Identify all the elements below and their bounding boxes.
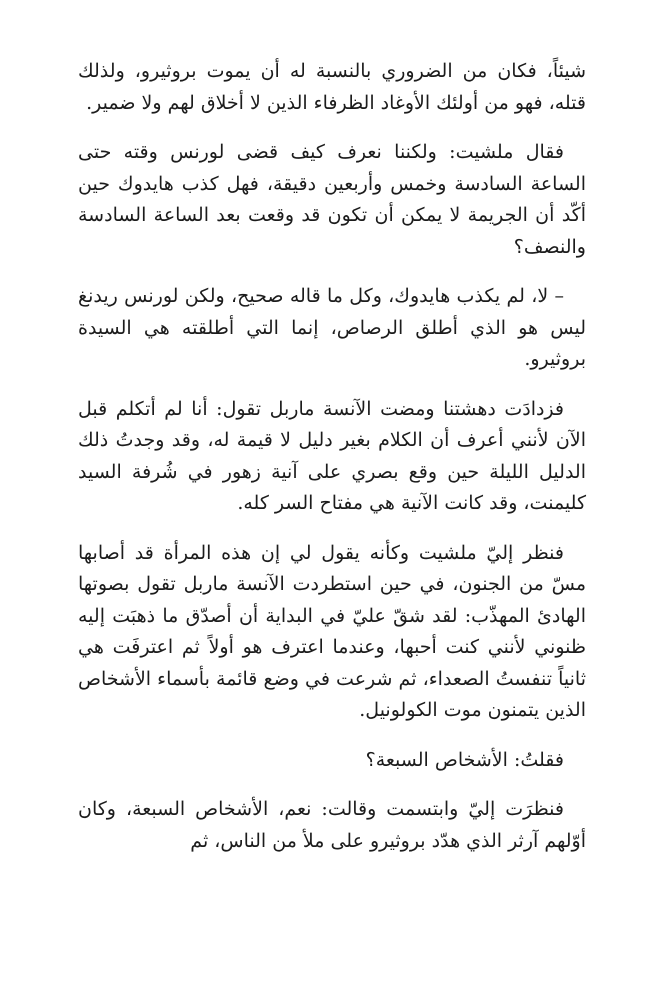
paragraph-6: فقلتُ: الأشخاص السبعة؟ [365, 748, 564, 771]
paragraph-5: فنظر إليّ ملشيت وكأنه يقول لي إن هذه المرأة قد أصابها مسّ من الجنون، في حين استطردت الآنسة ماربل تقول بصوتها الهادئ المهذّب: لقد شقّ عليّ في البداية أن أصدّق ما ذهبَت إليه ظنوني لأنني كنت أحبها، وعندما اعترف هو أولاً ثم اعترفَت هي ثانياً تنفستُ الصعداء، ثم شرعت في وضع قائمة بأسماء الأشخاص الذين يتمنون موت الكولونيل. [78, 541, 586, 721]
paragraph-4: فزدادَت دهشتنا ومضت الآنسة ماربل تقول: أنا لم أتكلم قبل الآن لأنني أعرف أن الكلام بغير دليل لا قيمة له، وقد وجدتُ ذلك الدليل الليلة حين وقع بصري على آنية زهور في شُرفة السيد كليمنت، وقد كانت الآنية هي مفتاح السر كله. [78, 397, 586, 514]
paragraph-7: فنظرَت إليّ وابتسمت وقالت: نعم، الأشخاص السبعة، وكان أوّلهم آرثر الذي هدّد بروثيرو على ملأ من الناس، ثم [78, 798, 586, 852]
paragraph-2: فقال ملشيت: ولكننا نعرف كيف قضى لورنس وقته حتى الساعة السادسة وخمس وأربعين دقيقة، فهل كذب هايدوك حين أكّد أن الجريمة لا يمكن أن تكون قد وقعت بعد الساعة السادسة والنصف؟ [78, 141, 586, 258]
paragraph-1: شيئاً، فكان من الضروري بالنسبة له أن يموت بروثيرو، ولذلك قتله، فهو من أولئك الأوغاد الظرفاء الذين لا أخلاق لهم ولا ضمير. [78, 60, 586, 114]
book-page [78, 56, 586, 857]
paragraph-3: – لا، لم يكذب هايدوك، وكل ما قاله صحيح، ولكن لورنس ريدنغ ليس هو الذي أطلق الرصاص، إنما التي أطلقته هي السيدة بروثيرو. [78, 285, 586, 370]
